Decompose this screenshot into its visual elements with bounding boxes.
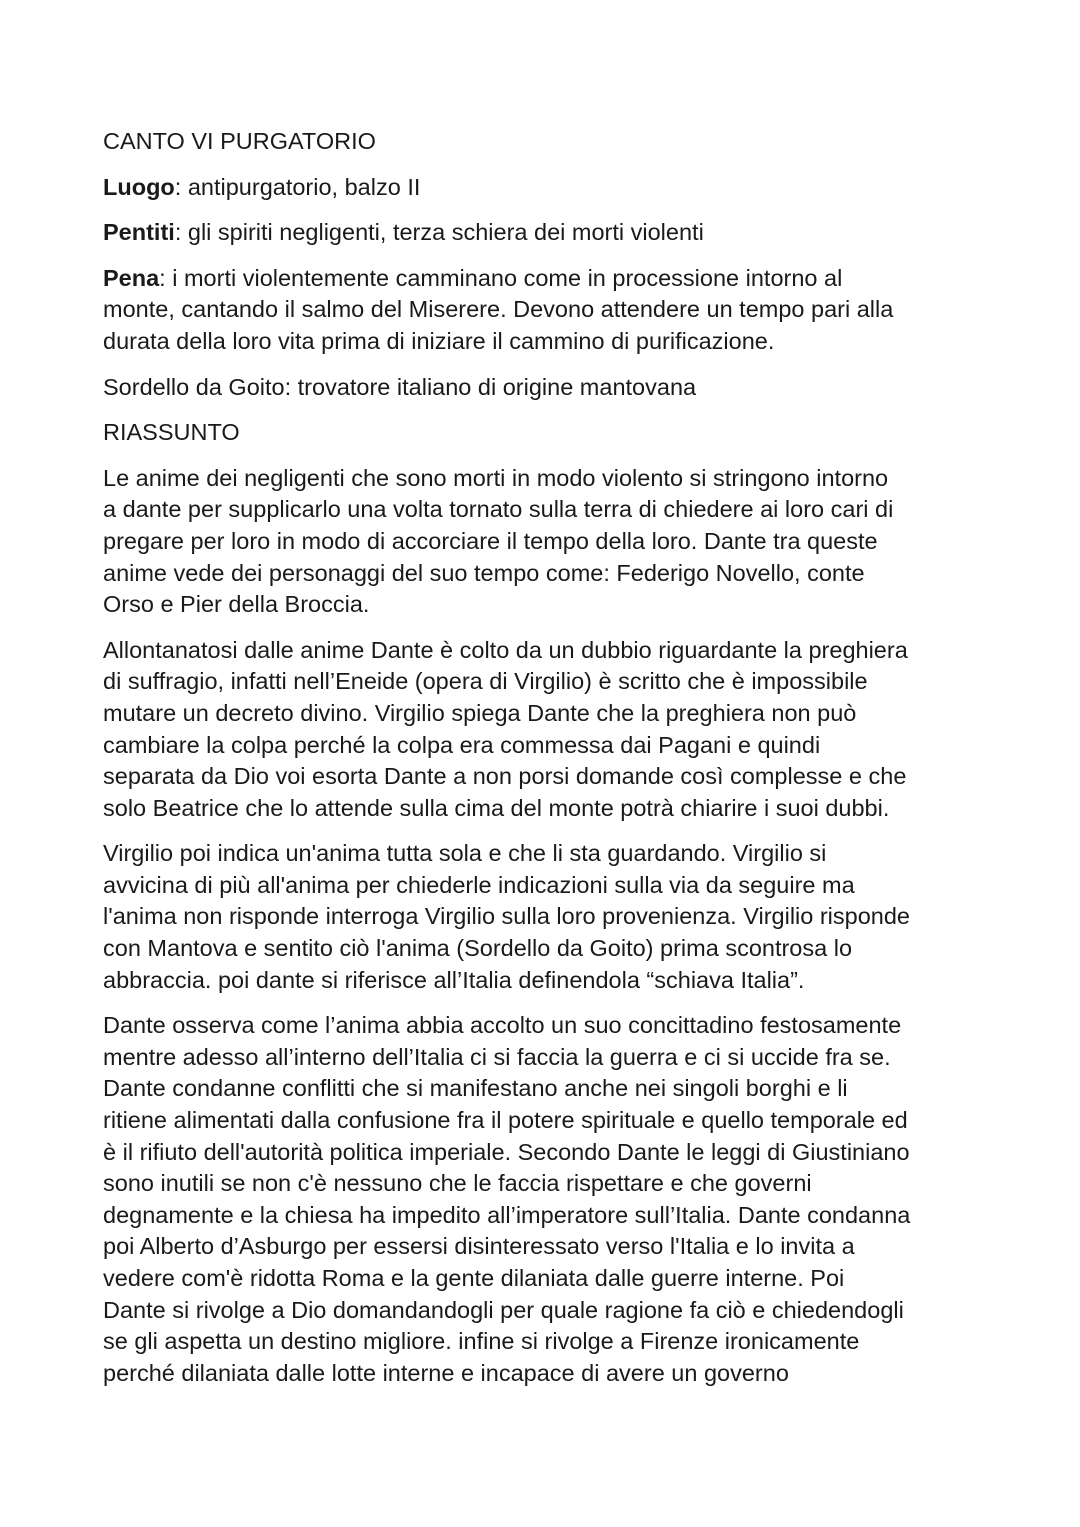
field-label: Pentiti [103,219,175,246]
text-line: Le anime dei negligenti che sono morti in modo violento si stringono intorno [103,464,889,491]
text-line: degnamente e la chiesa ha impedito all’imperatore sull’Italia. Dante condanna [103,1201,911,1228]
text-line: ritiene alimentati dalla confusione fra il potere spirituale e quello temporale ed [103,1107,908,1134]
text-line: mutare un decreto divino. Virgilio spiega Dante che la preghiera non può [103,699,857,726]
sordello-note: Sordello da Goito: trovatore italiano di origine mantovana [103,373,697,400]
field-label: Pena [103,264,160,291]
text-line: con Mantova e sentito ciò l'anima (Sordello da Goito) prima scontrosa lo [103,935,853,962]
text-line: Orso e Pier della Broccia. [103,591,370,618]
text-line: l'anima non risponde interroga Virgilio sulla loro provenienza. Virgilio risponde [103,903,910,930]
paragraph [103,838,983,996]
text-line: a dante per supplicarlo una volta tornato sulla terra di chiedere ai loro cari di [103,496,894,523]
field-pentiti [103,217,983,249]
text-line: di suffragio, infatti nell’Eneide (opera di Virgilio) è scritto che è impossibile [103,668,868,695]
field-value: gli spiriti negligenti, terza schiera dei morti violenti [187,219,704,246]
text-line: poi Alberto d’Asburgo per essersi disinteressato verso l'Italia e lo invita a [103,1233,855,1260]
field-pena [103,263,983,358]
text-line: Allontanatosi dalle anime Dante è colto da un dubbio riguardante la preghiera [103,636,908,663]
text-line: anime vede dei personaggi del suo tempo come: Federigo Novello, conte [103,559,865,586]
text-line: pregare per loro in modo di accorciare il tempo della loro. Dante tra queste [103,527,878,554]
text-line: Dante condanne conflitti che si manifestano anche nei singoli borghi e li [103,1075,848,1102]
field-separator: : [174,173,188,200]
text-line: perché dilaniata dalle lotte interne e incapace di avere un governo [103,1359,789,1386]
field-value: antipurgatorio, balzo II [187,173,421,200]
text-line: Dante osserva come l’anima abbia accolto un suo concittadino festosamente [103,1012,902,1039]
text-line: durata della loro vita prima di iniziare il cammino di purificazione. [103,327,775,354]
document-title: CANTO VI PURGATORIO [103,128,376,154]
text-line: Virgilio poi indica un'anima tutta sola e che li sta guardando. Virgilio si [103,840,827,867]
text-line: vedere com'è ridotta Roma e la gente dilaniata dalle guerre interne. Poi [103,1265,845,1291]
text-line: avvicina di più all'anima per chiederle indicazioni sulla via da seguire ma [103,871,855,898]
text-line: Pena: i morti violentemente camminano come in processione intorno al [103,264,843,291]
text-line: è il rifiuto dell'autorità politica imperiale. Secondo Dante le leggi di Giustiniano [103,1138,910,1165]
field-label: Luogo [103,173,175,200]
text-line: separata da Dio voi esorta Dante a non porsi domande così complesse e che [103,763,907,790]
paragraph [103,635,983,825]
text-line: cambiare la colpa perché la colpa era commessa dai Pagani e quindi [103,731,821,758]
text-line: monte, cantando il salmo del Miserere. Devono attendere un tempo pari alla [103,296,894,323]
text-line: solo Beatrice che lo attende sulla cima del monte potrà chiarire i suoi dubbi. [103,794,890,821]
field-separator: : [174,219,188,246]
text-line: mentre adesso all’interno dell’Italia ci si faccia la guerra e ci si uccide fra se. [103,1043,891,1070]
text-line: abbraccia. poi dante si riferisce all’Italia definendola “schiava Italia”. [103,966,805,993]
section-heading-riassunto: RIASSUNTO [103,419,240,446]
paragraph [103,463,983,621]
text-line: sono inutili se non c'è nessuno che le faccia rispettare e che governi [103,1170,812,1197]
text-line: se gli aspetta un destino migliore. infine si rivolge a Firenze ironicamente [103,1328,860,1355]
paragraph [103,1010,983,1389]
field-luogo [103,172,983,204]
text-line: Dante si rivolge a Dio domandandogli per quale ragione fa ciò e chiedendogli [103,1296,904,1323]
document-page [103,126,983,1403]
